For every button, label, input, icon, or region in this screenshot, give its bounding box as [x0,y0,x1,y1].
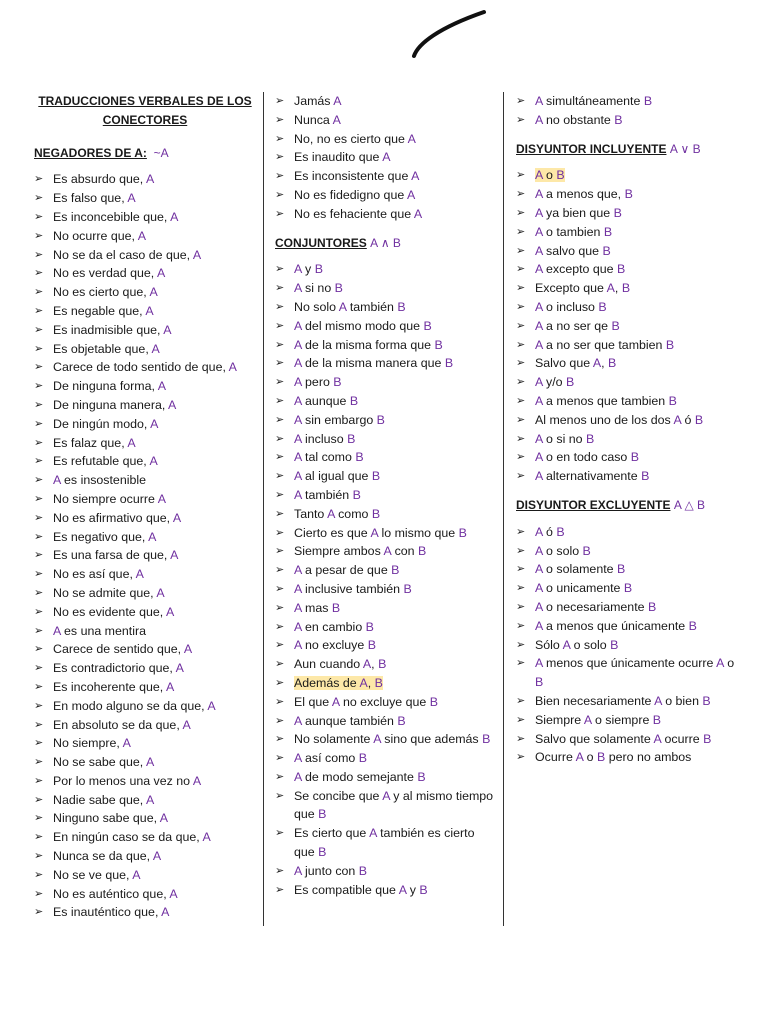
list-item: ➢ Siempre ambos A con B [275,542,497,561]
list-item: ➢ No se ve que, A [34,866,256,885]
list-item: ➢ A y B [275,260,497,279]
list-item: ➢ No, no es cierto que A [275,130,497,149]
list-item: ➢ Es falaz que, A [34,434,256,453]
list-item: ➢ En modo alguno se da que, A [34,697,256,716]
list-item: ➢ No es afirmativo que, A [34,509,256,528]
list-item: ➢ Es una farsa de que, A [34,546,256,565]
list-conjuntores [275,260,497,899]
list-item: ➢ A en cambio B [275,618,497,637]
list-item: ➢ Es inaudito que A [275,148,497,167]
list-item: ➢ No ocurre que, A [34,227,256,246]
list-item: ➢ A al igual que B [275,467,497,486]
list-item: ➢ Es inconsistente que A [275,167,497,186]
list-item: ➢ Nadie sabe que, A [34,791,256,810]
list-item: ➢ En absoluto se da que, A [34,716,256,735]
list-item: ➢ A o solamente B [516,560,738,579]
heading-conjuntores: CONJUNTORES A ∧ B [275,235,401,250]
list-item: ➢ A a no ser qe B [516,317,738,336]
list-item: ➢ A a pesar de que B [275,561,497,580]
list-item: ➢ No es auténtico que, A [34,885,256,904]
list-item: ➢ No siempre ocurre A [34,490,256,509]
list-item: ➢ Es negable que, A [34,302,256,321]
list-item: ➢ Sólo A o solo B [516,636,738,655]
list-item: ➢ Ocurre A o B pero no ambos [516,748,738,767]
list-item: ➢ A así como B [275,749,497,768]
list-item: ➢ Siempre A o siempre B [516,711,738,730]
list-item: ➢ A a menos que únicamente B [516,617,738,636]
list-item: ➢ A mas B [275,599,497,618]
list-item: ➢ A del mismo modo que B [275,317,497,336]
list-item: ➢ A de modo semejante B [275,768,497,787]
list-item: ➢ A aunque también B [275,712,497,731]
heading-disyuntor-incluyente: DISYUNTOR INCLUYENTE A ∨ B [516,141,701,156]
list-item: ➢ A a menos que tambien B [516,392,738,411]
list-item: ➢ Es objetable que, A [34,340,256,359]
list-item: ➢ No siempre, A [34,734,256,753]
list-item: ➢ No es fehaciente que A [275,205,497,224]
list-item: ➢ A incluso B [275,430,497,449]
list-item: ➢ A simultáneamente B [516,92,738,111]
list-item: ➢ A no obstante B [516,111,738,130]
list-item: ➢ El que A no excluye que B [275,693,497,712]
list-item: ➢ A o necesariamente B [516,598,738,617]
list-item: ➢ A o unicamente B [516,579,738,598]
list-item: ➢ A salvo que B [516,242,738,261]
list-item: ➢ Aun cuando A, B [275,655,497,674]
pen-stroke-mark [408,6,492,62]
list-item: ➢ Es refutable que, A [34,452,256,471]
list-item: ➢ Ninguno sabe que, A [34,809,256,828]
list-negadores-continued [275,92,497,224]
list-item: ➢ En ningún caso se da que, A [34,828,256,847]
list-item: ➢ A si no B [275,279,497,298]
list-item: ➢ A ya bien que B [516,204,738,223]
list-item: ➢ A excepto que B [516,260,738,279]
list-item: ➢ No se admite que, A [34,584,256,603]
list-item: ➢ Nunca se da que, A [34,847,256,866]
list-item: ➢ A no excluye B [275,636,497,655]
column-1 [34,92,256,932]
list-item: ➢ Es incoherente que, A [34,678,256,697]
list-item: ➢ A o en todo caso B [516,448,738,467]
list-item: ➢ Es absurdo que, A [34,170,256,189]
list-item: ➢ Salvo que solamente A ocurre B [516,730,738,749]
list-item: ➢ A de la misma manera que B [275,354,497,373]
list-item: ➢ Es inconcebible que, A [34,208,256,227]
list-item: ➢ Tanto A como B [275,505,497,524]
list-item: ➢ Por lo menos una vez no A [34,772,256,791]
list-item: ➢ A también B [275,486,497,505]
list-item: ➢ Salvo que A, B [516,354,738,373]
list-item: ➢ No es cierto que, A [34,283,256,302]
list-item: ➢ Es contradictorio que, A [34,659,256,678]
list-item: ➢ A o tambien B [516,223,738,242]
list-item: ➢ A tal como B [275,448,497,467]
list-item: ➢ A o solo B [516,542,738,561]
list-item: ➢ Cierto es que A lo mismo que B [275,524,497,543]
list-item: ➢ Es negativo que, A [34,528,256,547]
list-item: ➢ A sin embargo B [275,411,497,430]
list-item: ➢ A pero B [275,373,497,392]
list-item: ➢ Es cierto que A también es cierto que B [275,824,497,862]
list-item: ➢ No solamente A sino que además B [275,730,497,749]
list-item: ➢ A alternativamente B [516,467,738,486]
list-item: ➢ A o incluso B [516,298,738,317]
list-item: ➢ No se sabe que, A [34,753,256,772]
list-item: ➢ Nunca A [275,111,497,130]
list-item: ➢ A es insostenible [34,471,256,490]
list-item: ➢ Se concibe que A y al mismo tiempo que B [275,787,497,825]
list-item: ➢ A y/o B [516,373,738,392]
column-2 [275,92,497,909]
list-item: ➢ No es verdad que, A [34,264,256,283]
list-item: ➢ A aunque B [275,392,497,411]
list-item: ➢ Al menos uno de los dos A ó B [516,411,738,430]
list-item: ➢ A ó B [516,523,738,542]
list-item: ➢ Es falso que, A [34,189,256,208]
heading-disyuntor-excluyente: DISYUNTOR EXCLUYENTE A △ B [516,497,706,512]
list-item: ➢ Bien necesariamente A o bien B [516,692,738,711]
list-item: ➢ No se da el caso de que, A [34,246,256,265]
list-item: ➢ A menos que únicamente ocurre A o B [516,654,738,692]
list-item: ➢ Carece de sentido que, A [34,640,256,659]
list-item: ➢ A o si no B [516,430,738,449]
column-divider-2 [503,92,504,926]
list-item: ➢ De ninguna manera, A [34,396,256,415]
list-item: ➢ Es inadmisible que, A [34,321,256,340]
page-title: TRADUCCIONES VERBALES DE LOS CONECTORES [38,94,252,127]
list-item: ➢ Carece de todo sentido de que, A [34,358,256,377]
list-item: ➢ De ninguna forma, A [34,377,256,396]
list-item: ➢ A junto con B [275,862,497,881]
list-item: ➢ No es fidedigno que A [275,186,497,205]
list-disyuntor-excluyente [516,523,738,767]
column-3 [516,92,738,777]
list-item: ➢ No es evidente que, A [34,603,256,622]
list-item: ➢ No solo A también B [275,298,497,317]
list-disyuntor-incluyente [516,166,738,486]
heading-negadores: NEGADORES DE A: ~A [34,145,169,160]
list-item: ➢ Jamás A [275,92,497,111]
list-item: ➢ A a no ser que tambien B [516,336,738,355]
list-item: ➢ A inclusive también B [275,580,497,599]
list-item: ➢ No es así que, A [34,565,256,584]
list-negadores [34,170,256,922]
list-item: ➢ Es inauténtico que, A [34,903,256,922]
list-item: ➢ A de la misma forma que B [275,336,497,355]
list-item: ➢ De ningún modo, A [34,415,256,434]
list-item: ➢ Además de A, B [275,674,497,693]
list-item: ➢ A es una mentira [34,622,256,641]
list-conjuntores-continued [516,92,738,130]
column-divider-1 [263,92,264,926]
list-item: ➢ Es compatible que A y B [275,881,497,900]
list-item: ➢ A a menos que, B [516,185,738,204]
list-item: ➢ A o B [516,166,738,185]
list-item: ➢ Excepto que A, B [516,279,738,298]
